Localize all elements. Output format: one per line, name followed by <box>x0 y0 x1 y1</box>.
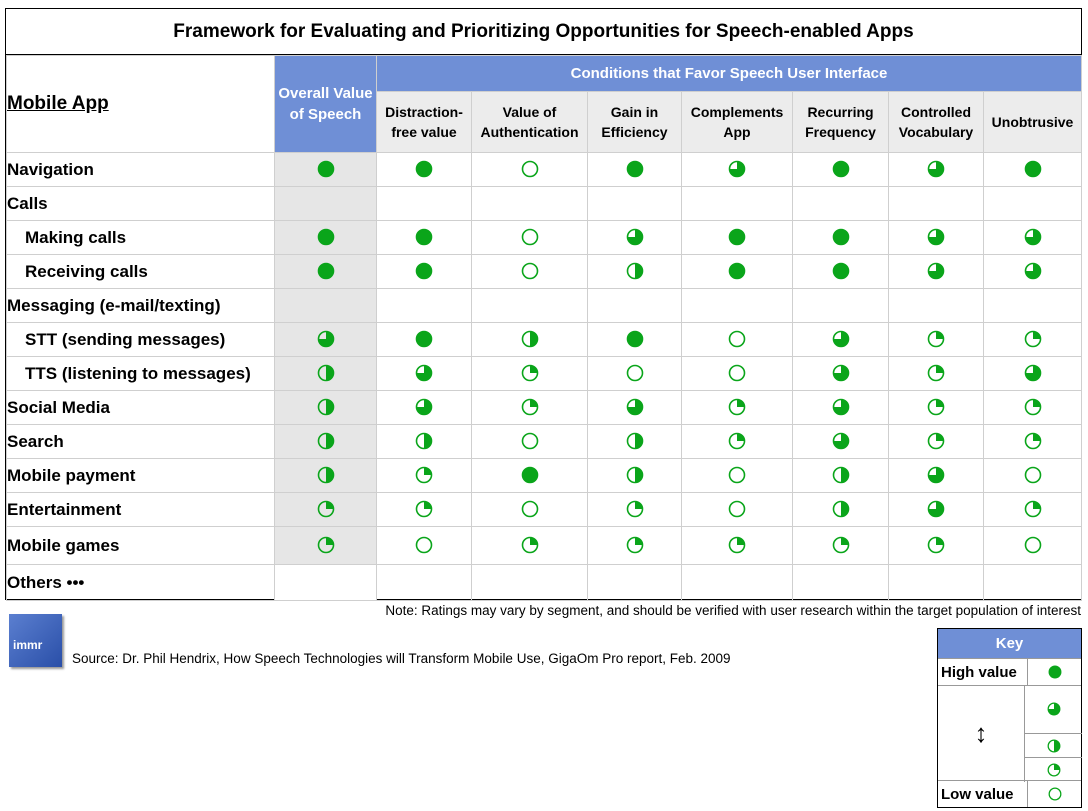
condition-cell <box>682 255 793 289</box>
condition-cell <box>793 289 889 323</box>
rating-circle-icon <box>927 262 945 280</box>
rating-circle-icon <box>521 500 539 518</box>
condition-cell <box>984 255 1082 289</box>
rating-circle-icon <box>832 364 850 382</box>
overall-value-cell <box>275 459 377 493</box>
framework-table-frame <box>5 8 1082 600</box>
condition-cell <box>377 187 472 221</box>
rating-circle-icon <box>927 500 945 518</box>
rating-circle-icon <box>521 330 539 348</box>
overall-value-cell <box>275 527 377 565</box>
condition-cell <box>588 187 682 221</box>
key-low-label: Low value <box>941 785 1014 803</box>
rating-circle-icon <box>1024 160 1042 178</box>
row-label: Making calls <box>7 221 275 255</box>
rating-circle-icon <box>927 398 945 416</box>
condition-cell <box>984 527 1082 565</box>
rating-circle-icon <box>521 432 539 450</box>
condition-cell <box>682 565 793 601</box>
condition-cell <box>984 289 1082 323</box>
key-step-three-quarter <box>1024 685 1082 733</box>
rating-circle-icon <box>1024 500 1042 518</box>
condition-cell <box>984 323 1082 357</box>
condition-cell <box>793 357 889 391</box>
table-row <box>7 357 1082 391</box>
key-rating-circle-icon <box>1048 665 1062 679</box>
rating-circle-icon <box>927 364 945 382</box>
overall-value-cell <box>275 357 377 391</box>
row-label: TTS (listening to messages) <box>7 357 275 391</box>
condition-cell <box>984 391 1082 425</box>
overall-value-cell <box>275 493 377 527</box>
rating-circle-icon <box>415 228 433 246</box>
row-label: Others ••• <box>7 565 275 601</box>
condition-header-2: Gain in Efficiency <box>588 92 682 153</box>
rating-circle-icon <box>521 228 539 246</box>
rating-circle-icon <box>521 160 539 178</box>
rating-circle-icon <box>832 398 850 416</box>
condition-cell <box>472 493 588 527</box>
key-step-half <box>1024 733 1082 758</box>
condition-cell <box>377 527 472 565</box>
up-down-arrow-icon: ↕ <box>974 717 988 748</box>
condition-cell <box>377 425 472 459</box>
condition-cell <box>682 493 793 527</box>
rating-circle-icon <box>317 466 335 484</box>
rating-circle-icon <box>317 364 335 382</box>
rating-circle-icon <box>317 262 335 280</box>
immr-logo <box>9 614 62 667</box>
rating-circle-icon <box>317 536 335 554</box>
rating-circle-icon <box>728 364 746 382</box>
condition-cell <box>793 187 889 221</box>
rating-circle-icon <box>927 330 945 348</box>
table-row <box>7 527 1082 565</box>
condition-cell <box>682 459 793 493</box>
condition-header-1: Value of Authentication <box>472 92 588 153</box>
condition-cell <box>472 459 588 493</box>
condition-cell <box>889 357 984 391</box>
overall-value-cell <box>275 255 377 289</box>
rating-circle-icon <box>728 432 746 450</box>
row-label: Entertainment <box>7 493 275 527</box>
conditions-header: Conditions that Favor Speech User Interface <box>377 56 1082 92</box>
condition-cell <box>793 221 889 255</box>
overall-value-cell <box>275 323 377 357</box>
table-row <box>7 459 1082 493</box>
rating-circle-icon <box>728 398 746 416</box>
condition-cell <box>793 425 889 459</box>
rating-key <box>937 628 1082 808</box>
overall-value-cell <box>275 187 377 221</box>
key-middle <box>938 685 1081 781</box>
table-row <box>7 255 1082 289</box>
condition-cell <box>588 221 682 255</box>
rating-circle-icon <box>317 228 335 246</box>
condition-cell <box>793 323 889 357</box>
rating-circle-icon <box>927 466 945 484</box>
condition-cell <box>472 289 588 323</box>
condition-cell <box>472 357 588 391</box>
row-label: STT (sending messages) <box>7 323 275 357</box>
logo-text: immr <box>13 638 43 652</box>
overall-value-cell <box>275 289 377 323</box>
rating-circle-icon <box>832 500 850 518</box>
condition-cell <box>588 493 682 527</box>
overall-value-cell <box>275 565 377 601</box>
rating-circle-icon <box>415 432 433 450</box>
row-label: Mobile payment <box>7 459 275 493</box>
rating-circle-icon <box>521 364 539 382</box>
condition-cell <box>682 187 793 221</box>
condition-cell <box>682 391 793 425</box>
condition-cell <box>793 565 889 601</box>
table-row <box>7 425 1082 459</box>
condition-cell <box>377 153 472 187</box>
condition-cell <box>889 153 984 187</box>
ratings-note: Note: Ratings may vary by segment, and should be verified with user research within the target population of interest <box>385 603 1081 618</box>
condition-cell <box>984 493 1082 527</box>
condition-cell <box>793 527 889 565</box>
condition-cell <box>377 323 472 357</box>
framework-table <box>6 55 1082 601</box>
rating-circle-icon <box>521 536 539 554</box>
condition-cell <box>588 153 682 187</box>
rating-circle-icon <box>1024 330 1042 348</box>
table-row <box>7 565 1082 601</box>
key-rating-circle-icon <box>1047 763 1061 777</box>
rating-circle-icon <box>1024 398 1042 416</box>
table-row <box>7 221 1082 255</box>
rating-circle-icon <box>1024 228 1042 246</box>
condition-cell <box>682 527 793 565</box>
condition-cell <box>889 391 984 425</box>
condition-cell <box>472 255 588 289</box>
condition-cell <box>472 527 588 565</box>
rating-circle-icon <box>728 500 746 518</box>
condition-cell <box>472 391 588 425</box>
mobile-app-header: Mobile App <box>7 56 275 153</box>
rating-circle-icon <box>832 228 850 246</box>
condition-cell <box>984 425 1082 459</box>
rating-circle-icon <box>317 500 335 518</box>
row-label: Social Media <box>7 391 275 425</box>
condition-cell <box>793 493 889 527</box>
table-row <box>7 289 1082 323</box>
condition-cell <box>682 357 793 391</box>
condition-cell <box>588 323 682 357</box>
condition-header-4: Recurring Frequency <box>793 92 889 153</box>
condition-cell <box>682 153 793 187</box>
rating-circle-icon <box>1024 466 1042 484</box>
rating-circle-icon <box>832 262 850 280</box>
rating-circle-icon <box>415 536 433 554</box>
condition-header-6: Unobtrusive <box>984 92 1082 153</box>
rating-circle-icon <box>626 398 644 416</box>
condition-cell <box>889 289 984 323</box>
overall-value-cell <box>275 425 377 459</box>
rating-circle-icon <box>832 330 850 348</box>
rating-circle-icon <box>626 330 644 348</box>
rating-circle-icon <box>521 466 539 484</box>
rating-circle-icon <box>415 398 433 416</box>
condition-cell <box>984 357 1082 391</box>
rating-circle-icon <box>728 262 746 280</box>
condition-cell <box>793 391 889 425</box>
condition-cell <box>889 493 984 527</box>
condition-cell <box>377 493 472 527</box>
condition-cell <box>793 153 889 187</box>
condition-cell <box>984 565 1082 601</box>
table-row <box>7 323 1082 357</box>
condition-cell <box>984 153 1082 187</box>
condition-cell <box>889 527 984 565</box>
condition-cell <box>588 459 682 493</box>
condition-cell <box>377 565 472 601</box>
condition-cell <box>377 357 472 391</box>
rating-circle-icon <box>832 432 850 450</box>
row-label: Search <box>7 425 275 459</box>
condition-cell <box>588 255 682 289</box>
rating-circle-icon <box>415 262 433 280</box>
condition-cell <box>588 425 682 459</box>
rating-circle-icon <box>1024 262 1042 280</box>
rating-circle-icon <box>728 466 746 484</box>
condition-cell <box>472 565 588 601</box>
condition-cell <box>984 187 1082 221</box>
condition-cell <box>588 565 682 601</box>
rating-circle-icon <box>626 262 644 280</box>
key-low-row <box>938 780 1081 807</box>
condition-cell <box>889 187 984 221</box>
rating-circle-icon <box>317 160 335 178</box>
condition-header-3: Complements App <box>682 92 793 153</box>
rating-circle-icon <box>927 228 945 246</box>
key-step-quarter <box>1024 757 1082 782</box>
rating-circle-icon <box>415 330 433 348</box>
condition-cell <box>588 357 682 391</box>
condition-cell <box>472 323 588 357</box>
condition-cell <box>682 221 793 255</box>
rating-circle-icon <box>626 536 644 554</box>
condition-cell <box>588 289 682 323</box>
key-rating-circle-icon <box>1047 702 1061 716</box>
key-rating-circle-icon <box>1048 787 1062 801</box>
rating-circle-icon <box>728 330 746 348</box>
condition-cell <box>889 221 984 255</box>
key-rating-circle-icon <box>1047 739 1061 753</box>
condition-cell <box>377 255 472 289</box>
condition-header-5: Controlled Vocabulary <box>889 92 984 153</box>
condition-cell <box>682 289 793 323</box>
key-title: Key <box>938 629 1081 658</box>
condition-cell <box>588 391 682 425</box>
key-high-label: High value <box>941 663 1017 681</box>
table-row <box>7 391 1082 425</box>
table-row <box>7 493 1082 527</box>
table-row <box>7 153 1082 187</box>
rating-circle-icon <box>521 398 539 416</box>
rating-circle-icon <box>317 432 335 450</box>
key-high-row <box>938 658 1081 686</box>
condition-cell <box>682 425 793 459</box>
rating-circle-icon <box>415 364 433 382</box>
condition-cell <box>377 221 472 255</box>
overall-value-cell <box>275 221 377 255</box>
overall-value-header: Overall Value of Speech <box>275 56 377 153</box>
row-label: Calls <box>7 187 275 221</box>
condition-cell <box>889 459 984 493</box>
row-label: Navigation <box>7 153 275 187</box>
overall-value-cell <box>275 391 377 425</box>
condition-cell <box>889 255 984 289</box>
condition-cell <box>377 391 472 425</box>
row-label: Mobile games <box>7 527 275 565</box>
condition-cell <box>889 565 984 601</box>
condition-cell <box>984 221 1082 255</box>
condition-cell <box>793 255 889 289</box>
rating-circle-icon <box>927 536 945 554</box>
condition-cell <box>889 323 984 357</box>
key-low-symbol <box>1027 781 1081 807</box>
row-label: Receiving calls <box>7 255 275 289</box>
rating-circle-icon <box>1024 536 1042 554</box>
condition-cell <box>793 459 889 493</box>
condition-cell <box>472 425 588 459</box>
rating-circle-icon <box>1024 364 1042 382</box>
condition-cell <box>889 425 984 459</box>
rating-circle-icon <box>927 432 945 450</box>
rating-circle-icon <box>626 364 644 382</box>
rating-circle-icon <box>832 536 850 554</box>
condition-cell <box>588 527 682 565</box>
condition-header-0: Distraction-free value <box>377 92 472 153</box>
table-row <box>7 187 1082 221</box>
rating-circle-icon <box>1024 432 1042 450</box>
rating-circle-icon <box>626 500 644 518</box>
rating-circle-icon <box>832 466 850 484</box>
rating-circle-icon <box>832 160 850 178</box>
source-citation: Source: Dr. Phil Hendrix, How Speech Technologies will Transform Mobile Use, GigaOm Pro report, Feb. 2009 <box>72 651 731 666</box>
rating-circle-icon <box>626 228 644 246</box>
rating-circle-icon <box>521 262 539 280</box>
row-label: Messaging (e-mail/texting) <box>7 289 275 323</box>
key-high-symbol <box>1027 659 1081 685</box>
condition-cell <box>984 459 1082 493</box>
rating-circle-icon <box>626 432 644 450</box>
page-title: Framework for Evaluating and Prioritizing Opportunities for Speech-enabled Apps <box>6 9 1081 55</box>
condition-cell <box>472 187 588 221</box>
condition-cell <box>472 153 588 187</box>
overall-value-cell <box>275 153 377 187</box>
condition-cell <box>472 221 588 255</box>
condition-cell <box>377 289 472 323</box>
rating-circle-icon <box>317 330 335 348</box>
rating-circle-icon <box>415 466 433 484</box>
rating-circle-icon <box>415 160 433 178</box>
rating-circle-icon <box>626 466 644 484</box>
rating-circle-icon <box>626 160 644 178</box>
rating-circle-icon <box>415 500 433 518</box>
rating-circle-icon <box>927 160 945 178</box>
rating-circle-icon <box>728 536 746 554</box>
rating-circle-icon <box>317 398 335 416</box>
condition-cell <box>377 459 472 493</box>
condition-cell <box>682 323 793 357</box>
rating-circle-icon <box>728 228 746 246</box>
rating-circle-icon <box>728 160 746 178</box>
